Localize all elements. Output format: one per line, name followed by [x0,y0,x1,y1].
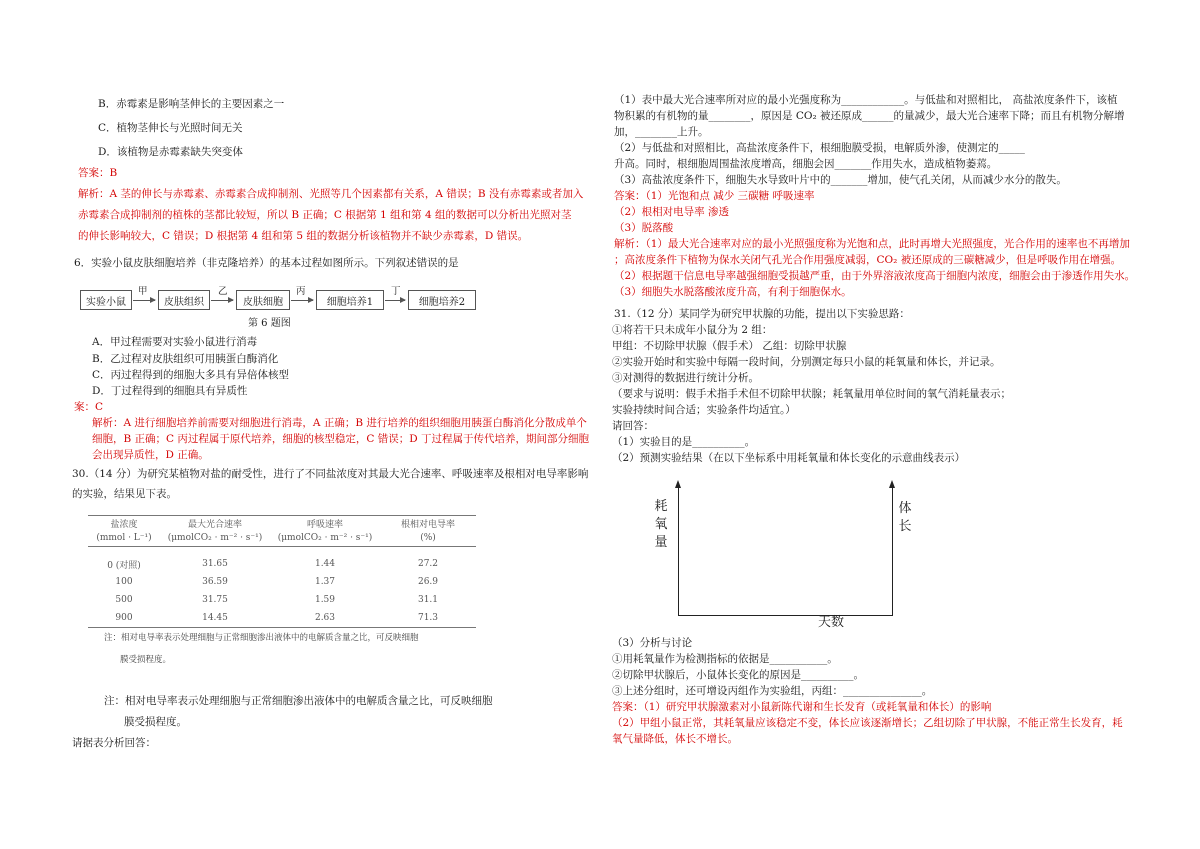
table-cell: 27.2 [417,559,439,569]
q31-stem-line: （要求与说明：假手术指手术但不切除甲状腺；耗氧量用单位时间的氧气消耗量表示； [612,388,1011,400]
flow-label-ding: 丁 [391,286,401,297]
table-header-photo-unit: (μmolCO₂ · m⁻² · s⁻¹) [167,532,263,543]
q5-option-d: D．该植物是赤霉素缺失突变体 [98,146,243,158]
table-top-rule [88,515,476,516]
q30-1-line: 加，________上升。 [614,126,709,138]
table-bottom-rule [88,627,476,628]
q31-3-line: （3）分析与讨论 [612,637,693,649]
flow-box-mouse: 实验小鼠 [80,290,132,310]
q31-answer-line: 答案：（1）研究甲状腺激素对小鼠新陈代谢和生长发育（或耗氧量和体长）的影响 [612,701,992,713]
q31-stem-line: 请回答： [612,420,654,432]
graph-xlabel: 天数 [818,615,845,630]
q6-analysis-line: 细胞，B 正确；C 丙过程属于原代培养，细胞的核型稳定，C 错误；D 丁过程属于传代培养，期间部分细胞 [92,433,590,445]
table-row [88,555,476,573]
q30-1-line: （1）表中最大光合速率所对应的最小光强度称为____________。与低盐和对照相比， 高盐浓度条件下，该植 [614,94,1118,106]
q6-stem: 6．实验小鼠皮肤细胞培养（非克隆培养）的基本过程如图所示。下列叙述错误的是 [74,257,459,269]
data-table [88,517,476,627]
q30-analysis-line: （2）根据题干信息电导率越强细胞受损越严重，由于外界溶液浓度高于细胞内浓度，细胞会由于渗透作用失水。 [614,270,1136,282]
table-cell: 36.59 [202,577,228,587]
q30-analysis-line: 解析：（1）最大光合速率对应的最小光照强度称为光饱和点，此时再增大光照强度，光合作用的速率也不再增加 [614,238,1130,250]
q30-answer-line: （2）根相对电导率 渗透 [614,206,730,218]
note-line: 注：相对电导率表示处理细胞与正常细胞渗出液体中的电解质含量之比，可反映细胞 [104,695,493,707]
graph-left-axis [678,487,679,616]
q31-stem-line: ③对测得的数据进行统计分析。 [612,372,759,384]
q31-stem-line: 甲组：不切除甲状腺（假手术） 乙组：切除甲状腺 [612,340,847,352]
q6-answer: 案：C [74,401,104,413]
q30-analysis-line: （3）细胞失水脱落酸浓度升高，有利于细胞保水。 [614,286,852,298]
q6-option-b: B．乙过程对皮肤组织可用胰蛋白酶消化 [92,353,279,365]
table-cell: 0 (对照) [107,560,141,571]
q30-analysis-line: ；高浓度条件下植物为保水关闭气孔光合作用强度减弱，CO₂ 被还原成的三碳糖减少，但是呼吸作用在增强。 [614,254,1122,266]
q31-3-line: ②切除甲状腺后，小鼠体长变化的原因是__________。 [612,669,864,681]
table-cell: 31.1 [417,595,439,605]
flow-arrow-yi [211,300,233,301]
q30-1-line: 物积累的有机物的量________，原因是 CO₂ 被还原成______的量减少，最大光合速率下降；而且有机物分解增 [614,110,1125,122]
q30-2-line: （2）与低盐和对照相比，高盐浓度条件下，根细胞膜受损，电解质外渗，使测定的_____ [614,142,1025,154]
table-cell: 1.59 [314,595,336,605]
table-cell: 2.63 [314,613,336,623]
ask-line: 请据表分析回答： [72,737,156,749]
q31-answer-line: （2）甲组小鼠正常，其耗氧量应该稳定不变，体长应该逐渐增长；乙组切除了甲状腺，不能正常生长发育，耗 [612,717,1123,729]
table-cell: 900 [115,613,133,623]
table-cell: 31.65 [202,559,228,569]
q30-2-line: 升高。同时，根细胞周围盐浓度增高，细胞会因_______作用失水，造成植物萎蔫。 [614,158,998,170]
table-header-cond: 根相对电导率 [400,520,455,530]
q6-analysis-line: 解析：A 进行细胞培养前需要对细胞进行消毒，A 正确；B 进行培养的组织细胞用胰蛋白酶消化分散成单个 [92,417,587,429]
graph-left-arrow-icon [675,480,681,488]
q30-stem-line: 的实验，结果见下表。 [72,488,177,500]
table-header-salt-unit: (mmol · L⁻¹) [96,532,152,543]
table-cell: 1.44 [314,559,336,569]
table-cell: 500 [115,595,133,605]
table-header-resp-unit: (μmolCO₂ · m⁻² · s⁻¹) [277,532,373,543]
flow-box-culture-2: 细胞培养2 [408,290,476,310]
table-header-cond-unit: (%) [420,532,436,543]
q5-analysis-line: 解析：A 茎的伸长与赤霉素、赤霉素合成抑制剂、光照等几个因素都有关系，A 错误；B 没有赤霉素或者加入 [78,188,584,200]
q30-3-line: （3）高盐浓度条件下，细胞失水导致叶片中的_______增加，使气孔关闭，从而减少水分的散失。 [614,174,1067,186]
flow-box-culture-1: 细胞培养1 [316,290,384,310]
table-header-photo: 最大光合速率 [187,520,242,530]
flow-label-bing: 丙 [296,286,306,297]
q5-answer: 答案：B [78,167,118,179]
table-row [88,573,476,591]
graph-right-axis [892,487,893,616]
table-header-salt: 盐浓度 [110,520,138,530]
graph-ylabel-right: 体 长 [898,501,912,534]
q6-option-c: C．丙过程得到的细胞大多具有异倍体核型 [92,369,290,381]
q30-answer-line: （3）脱落酸 [614,222,674,234]
flow-arrow-ding [385,300,405,301]
table-cell: 1.37 [314,577,336,587]
q5-option-b: B．赤霉素是影响茎伸长的主要因素之一 [98,98,285,110]
graph-right-arrow-icon [889,480,895,488]
q5-option-c: C．植物茎伸长与光照时间无关 [98,122,243,134]
q31-stem-line: 31.（12 分）某同学为研究甲状腺的功能，提出以下实验思路： [614,308,910,320]
table-header-resp: 呼吸速率 [306,520,343,530]
q31-stem-line: ②实验开始时和实验中每隔一段时间，分别测定每只小鼠的耗氧量和体长，并记录。 [612,356,1001,368]
q31-stem-line: （1）实验目的是__________。 [612,436,756,448]
table-note-line: 注：相对电导率表示处理细胞与正常细胞渗出液体中的电解质含量之比，可反映细胞 [104,633,419,643]
q5-analysis-line: 的伸长影响较大，C 错误；D 根据第 4 组和第 5 组的数据分析该植物并不缺少赤霉素，D 错误。 [78,230,529,242]
table-row [88,591,476,609]
graph-ylabel-left: 耗 氧 量 [654,499,668,550]
q5-analysis-line: 赤霉素合成抑制剂的植株的茎都比较短，所以 B 正确；C 根据第 1 组和第 4 组的数据可以分析出光照对茎 [78,209,572,221]
q31-stem-line: （2）预测实验结果（在以下坐标系中用耗氧量和体长变化的示意曲线表示） [612,452,966,464]
flow-label-jia: 甲 [138,286,148,297]
flow-arrow-bing [291,300,313,301]
table-cell: 71.3 [417,613,439,623]
q30-answer-line: 答案：（1）光饱和点 减少 三碳糖 呼吸速率 [614,190,815,202]
q6-option-a: A．甲过程需要对实验小鼠进行消毒 [92,336,258,348]
q31-3-line: ①用耗氧量作为检测指标的依据是___________。 [612,653,838,665]
table-row [88,609,476,627]
q6-option-d: D．丁过程得到的细胞具有异质性 [92,385,248,397]
q31-stem-line: 实验持续时间合适；实验条件均适宜。） [612,404,796,416]
q6-analysis-line: 会出现异质性，D 正确。 [92,449,209,461]
q31-3-line: ③上述分组时，还可增设丙组作为实验组，丙组：_______________。 [612,685,933,697]
table-note-line: 膜受损程度。 [120,655,172,665]
flow-caption: 第 6 题图 [248,318,291,329]
q30-stem-line: 30.（14 分）为研究某植物对盐的耐受性，进行了不同盐浓度对其最大光合速率、呼吸速率及根相对电导率影响 [72,468,589,480]
note-line: 膜受损程度。 [124,716,187,728]
flow-box-skin-tissue: 皮肤组织 [158,290,210,310]
flow-box-skin-cell: 皮肤细胞 [236,290,290,310]
flow-label-yi: 乙 [218,286,228,297]
table-cell: 14.45 [202,613,228,623]
flow-arrow-jia [133,300,155,301]
table-cell: 31.75 [202,595,228,605]
q31-stem-line: ①将若干只未成年小鼠分为 2 组： [612,324,773,336]
graph-x-axis [678,615,893,616]
table-cell: 100 [115,577,133,587]
table-cell: 26.9 [417,577,439,587]
q31-answer-line: 氧气量降低，体长不增长。 [612,733,738,745]
